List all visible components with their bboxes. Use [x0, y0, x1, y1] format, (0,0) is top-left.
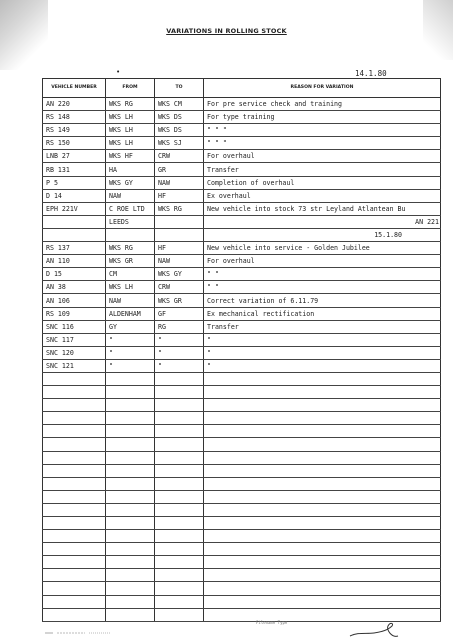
cell-from: C ROE LTD — [106, 202, 155, 215]
cell-reason — [204, 438, 441, 451]
blank-row — [43, 438, 441, 451]
cell-vehicle: D 14 — [43, 189, 106, 202]
cell-reason: " — [204, 333, 441, 346]
blank-row — [43, 425, 441, 438]
cell-vehicle: RS 137 — [43, 242, 106, 255]
cell-vehicle: SNC 116 — [43, 320, 106, 333]
cell-from: " — [106, 359, 155, 372]
cell-to — [155, 386, 204, 399]
cell-vehicle — [43, 530, 106, 543]
cell-from: WKS RG — [106, 98, 155, 111]
cell-reason: " " — [204, 268, 441, 281]
blank-row — [43, 412, 441, 425]
blank-row — [43, 582, 441, 595]
blank-row — [43, 399, 441, 412]
cell-from: " — [106, 346, 155, 359]
cell-reason — [204, 412, 441, 425]
table-row — [43, 359, 441, 372]
header-vehicle-number: VEHICLE NUMBER — [43, 79, 106, 98]
cell-vehicle: AN 106 — [43, 294, 106, 307]
cell-to: WKS RG — [155, 202, 204, 215]
cell-to — [155, 556, 204, 569]
cell-from: " — [106, 333, 155, 346]
cell-reason — [204, 582, 441, 595]
cell-from — [106, 372, 155, 385]
signature-scribble — [348, 620, 408, 640]
cell-reason — [204, 595, 441, 608]
blank-row — [43, 451, 441, 464]
cell-to — [155, 490, 204, 503]
cell-vehicle — [43, 464, 106, 477]
blank-row — [43, 595, 441, 608]
table-row — [43, 255, 441, 268]
cell-to: WKS DS — [155, 124, 204, 137]
cell-vehicle — [43, 215, 106, 228]
table-row — [43, 124, 441, 137]
cell-vehicle — [43, 543, 106, 556]
cell-from — [106, 425, 155, 438]
cell-vehicle — [43, 582, 106, 595]
blank-row — [43, 386, 441, 399]
cell-vehicle — [43, 503, 106, 516]
header-reason: REASON FOR VARIATION — [204, 79, 441, 98]
cell-vehicle — [43, 399, 106, 412]
cell-from — [106, 503, 155, 516]
cell-to — [155, 215, 204, 228]
table-row — [43, 163, 441, 176]
document-title: VARIATIONS IN ROLLING STOCK — [166, 27, 287, 35]
cell-vehicle: P 5 — [43, 176, 106, 189]
cell-to — [155, 372, 204, 385]
blank-row — [43, 503, 441, 516]
table-row — [43, 320, 441, 333]
cell-to — [155, 582, 204, 595]
cell-from — [106, 569, 155, 582]
table-row — [43, 176, 441, 189]
cell-to: GF — [155, 307, 204, 320]
cell-reason — [204, 464, 441, 477]
cell-vehicle — [43, 569, 106, 582]
cell-vehicle — [43, 517, 106, 530]
cell-from — [106, 386, 155, 399]
cell-reason: " " " — [204, 124, 441, 137]
blank-row — [43, 556, 441, 569]
cell-vehicle — [43, 595, 106, 608]
cell-reason: For pre service check and training — [204, 98, 441, 111]
cell-vehicle — [43, 477, 106, 490]
cell-reason: New vehicle into service - Golden Jubilee — [204, 242, 441, 255]
cell-vehicle — [43, 386, 106, 399]
cell-to — [155, 543, 204, 556]
cell-vehicle — [43, 372, 106, 385]
cell-to: CRW — [155, 150, 204, 163]
cell-from — [106, 438, 155, 451]
cell-to — [155, 595, 204, 608]
cell-vehicle — [43, 438, 106, 451]
cell-from — [106, 464, 155, 477]
cell-to — [155, 412, 204, 425]
cell-reason — [204, 530, 441, 543]
cell-reason — [204, 451, 441, 464]
cell-vehicle — [43, 425, 106, 438]
cell-reason: " — [204, 346, 441, 359]
cell-from: WKS LH — [106, 111, 155, 124]
table-row — [43, 111, 441, 124]
cell-to — [155, 399, 204, 412]
cell-vehicle — [43, 608, 106, 621]
cell-to — [155, 517, 204, 530]
cell-vehicle: SNC 117 — [43, 333, 106, 346]
cell-to: NAW — [155, 255, 204, 268]
cell-to: " — [155, 346, 204, 359]
cell-to: HF — [155, 189, 204, 202]
cell-reason — [204, 569, 441, 582]
blank-row — [43, 477, 441, 490]
cell-from: NAW — [106, 189, 155, 202]
footer-faint-marks — [45, 630, 115, 636]
cell-from: HA — [106, 163, 155, 176]
cell-from: WKS LH — [106, 281, 155, 294]
footer-typist-note: Filename Type — [256, 620, 288, 625]
blank-row — [43, 569, 441, 582]
cell-reason: New vehicle into stock 73 str Leyland Atlantean Bu — [204, 202, 441, 215]
cell-reason: " " " — [204, 137, 441, 150]
cell-from — [106, 530, 155, 543]
header-row — [43, 79, 441, 98]
cell-to: RG — [155, 320, 204, 333]
cell-to — [155, 530, 204, 543]
cell-to — [155, 477, 204, 490]
cell-from — [106, 543, 155, 556]
table-row — [43, 268, 441, 281]
cell-from — [106, 228, 155, 241]
table-row — [43, 242, 441, 255]
cell-from — [106, 412, 155, 425]
cell-reason — [204, 386, 441, 399]
cell-reason: Ex mechanical rectification — [204, 307, 441, 320]
table-row — [43, 307, 441, 320]
cell-from — [106, 477, 155, 490]
sheet-date: 14.1.80 — [355, 69, 387, 78]
table-row — [43, 333, 441, 346]
cell-vehicle — [43, 556, 106, 569]
cell-reason: AN 221 — [204, 215, 441, 228]
cell-to — [155, 608, 204, 621]
faint-marks-graphic — [45, 630, 115, 636]
cell-from — [106, 490, 155, 503]
cell-vehicle: RS 109 — [43, 307, 106, 320]
cell-to: HF — [155, 242, 204, 255]
cell-to: WKS SJ — [155, 137, 204, 150]
cell-reason — [204, 490, 441, 503]
blank-row — [43, 517, 441, 530]
cell-from — [106, 608, 155, 621]
cell-from: WKS GR — [106, 255, 155, 268]
cell-from — [106, 582, 155, 595]
cell-to: " — [155, 359, 204, 372]
cell-vehicle: EPH 221V — [43, 202, 106, 215]
blank-row — [43, 372, 441, 385]
cell-reason: Completion of overhaul — [204, 176, 441, 189]
cell-reason: 15.1.80 — [204, 228, 441, 241]
cell-reason — [204, 399, 441, 412]
cell-vehicle: AN 38 — [43, 281, 106, 294]
cell-from: ALDENHAM — [106, 307, 155, 320]
cell-reason: For overhaul — [204, 150, 441, 163]
table-row — [43, 137, 441, 150]
cell-vehicle — [43, 490, 106, 503]
cell-vehicle: RB 131 — [43, 163, 106, 176]
cell-from: GY — [106, 320, 155, 333]
blank-row — [43, 543, 441, 556]
cell-from: WKS LH — [106, 124, 155, 137]
cell-to: WKS GR — [155, 294, 204, 307]
cell-vehicle: RS 149 — [43, 124, 106, 137]
cell-vehicle: SNC 120 — [43, 346, 106, 359]
cell-vehicle: D 15 — [43, 268, 106, 281]
cell-reason — [204, 425, 441, 438]
scan-shadow-left — [0, 0, 48, 70]
cell-from — [106, 451, 155, 464]
cell-vehicle: AN 110 — [43, 255, 106, 268]
cell-reason: For type training — [204, 111, 441, 124]
cell-vehicle: AN 220 — [43, 98, 106, 111]
cell-from — [106, 556, 155, 569]
table-row — [43, 281, 441, 294]
header-to: TO — [155, 79, 204, 98]
table-row — [43, 346, 441, 359]
cell-to — [155, 569, 204, 582]
cell-from — [106, 595, 155, 608]
table-body — [43, 98, 441, 622]
cell-reason: Correct variation of 6.11.79 — [204, 294, 441, 307]
cell-reason — [204, 477, 441, 490]
cell-reason: " " — [204, 281, 441, 294]
cell-reason — [204, 503, 441, 516]
cell-reason: Ex overhaul — [204, 189, 441, 202]
header-from: FROM — [106, 79, 155, 98]
table-row — [43, 294, 441, 307]
cell-vehicle: SNC 121 — [43, 359, 106, 372]
cell-from — [106, 399, 155, 412]
cell-to: GR — [155, 163, 204, 176]
cell-reason: " — [204, 359, 441, 372]
cell-to: NAW — [155, 176, 204, 189]
table-row — [43, 228, 441, 241]
cell-reason: Transfer — [204, 163, 441, 176]
stray-mark: • — [116, 68, 121, 76]
cell-from — [106, 517, 155, 530]
cell-from: WKS LH — [106, 137, 155, 150]
cell-reason — [204, 372, 441, 385]
cell-vehicle: LNB 27 — [43, 150, 106, 163]
table-row — [43, 202, 441, 215]
cell-from: WKS GY — [106, 176, 155, 189]
cell-to — [155, 228, 204, 241]
cell-to — [155, 464, 204, 477]
table-row — [43, 215, 441, 228]
blank-row — [43, 490, 441, 503]
cell-vehicle: RS 150 — [43, 137, 106, 150]
cell-to: WKS DS — [155, 111, 204, 124]
cell-to — [155, 451, 204, 464]
cell-from: NAW — [106, 294, 155, 307]
cell-from: WKS HF — [106, 150, 155, 163]
cell-reason: Transfer — [204, 320, 441, 333]
cell-from: CM — [106, 268, 155, 281]
cell-to: " — [155, 333, 204, 346]
table-row — [43, 189, 441, 202]
cell-vehicle — [43, 228, 106, 241]
table-row — [43, 98, 441, 111]
cell-from: LEEDS — [106, 215, 155, 228]
blank-row — [43, 464, 441, 477]
cell-from: WKS RG — [106, 242, 155, 255]
cell-to: WKS GY — [155, 268, 204, 281]
cell-reason — [204, 556, 441, 569]
cell-reason: For overhaul — [204, 255, 441, 268]
cell-to — [155, 438, 204, 451]
cell-vehicle: RS 148 — [43, 111, 106, 124]
cell-vehicle — [43, 412, 106, 425]
blank-row — [43, 530, 441, 543]
cell-to — [155, 503, 204, 516]
variations-table — [42, 78, 441, 622]
cell-to — [155, 425, 204, 438]
cell-reason — [204, 517, 441, 530]
cell-vehicle — [43, 451, 106, 464]
cell-to: WKS CM — [155, 98, 204, 111]
cell-reason — [204, 543, 441, 556]
cell-to: CRW — [155, 281, 204, 294]
table-row — [43, 150, 441, 163]
